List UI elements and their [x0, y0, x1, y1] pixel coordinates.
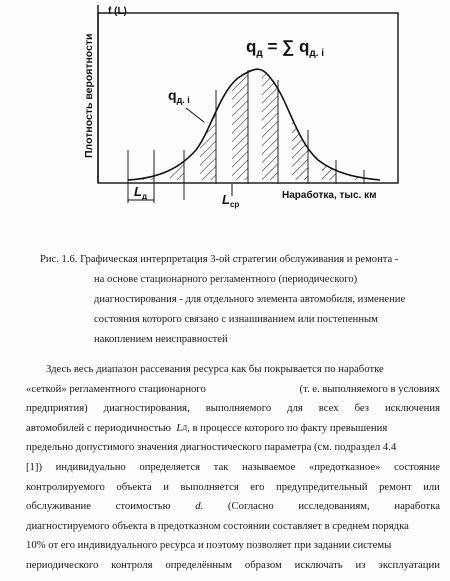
x-axis-label: Наработка, тыс. км [282, 190, 377, 201]
caption-line: на основе стационарного регламентного (периодического) [94, 274, 358, 285]
caption-line: Рис. 1.6. Графическая интерпретация 3-ой стратегии обслуживания и ремонта - [40, 254, 399, 265]
diagnostic-interval-label: $L_д$ [134, 184, 148, 201]
figure-caption [40, 250, 435, 350]
hatched-intervals [140, 60, 364, 190]
probability-density-figure [0, 0, 450, 230]
text-line: автомобилей с периодичностью L Д , в процессе которого по факту превышения [26, 421, 388, 434]
density-curve [128, 69, 380, 180]
interval-probability-label: $q_{д. i}$ [168, 87, 190, 105]
caption-line: состояния которого связано с изнашиванием или постепенным [94, 314, 378, 325]
caption-line: накоплением неисправностей [94, 334, 228, 345]
body-paragraph [26, 360, 440, 576]
caption-line: диагностирования - для отдельного элемента автомобиля, изменение [94, 294, 406, 305]
text-line: «сеткой» регламентного стационарного (т. е. выполняемого в условиях [26, 382, 440, 395]
text-line: предприятия) диагностирования, выполняемого для всех без исключения [26, 402, 440, 415]
text-line: предельно допустимого значения диагностического параметра (см. подраздел 4.4 [26, 441, 397, 454]
text-line: 10% от его индивидуального ресурса и поэтому позволяет при задании системы [26, 539, 392, 552]
text-line: Здесь весь диапазон рассевания ресурса как бы покрывается по наработке [46, 363, 384, 375]
text-line: диагностируемого объекта в предотказном состоянии составляет в среднем порядка [26, 519, 409, 532]
text-line: контролируемого объекта и выполняется его предупредительный ремонт или [26, 480, 440, 493]
svg-text:qд = ∑ qд. i: $q_д$ = ∑ $q_{д. i}$ [246, 37, 325, 59]
y-axis-symbol: f (L) [108, 6, 127, 17]
sum-formula [246, 37, 324, 59]
text-line: обслуживание стоимостью d. (Согласно исследованиям, наработка [26, 500, 440, 513]
mean-life-label: $L_{ср}$ [222, 192, 240, 209]
text-line: [1]) индивидуально определяется так называемое «предотказное» состояние [26, 460, 440, 473]
text-line: периодического контроля определённым образом исключать из эксплуатации [26, 558, 440, 571]
y-axis-label: Плотность вероятности [83, 33, 95, 158]
